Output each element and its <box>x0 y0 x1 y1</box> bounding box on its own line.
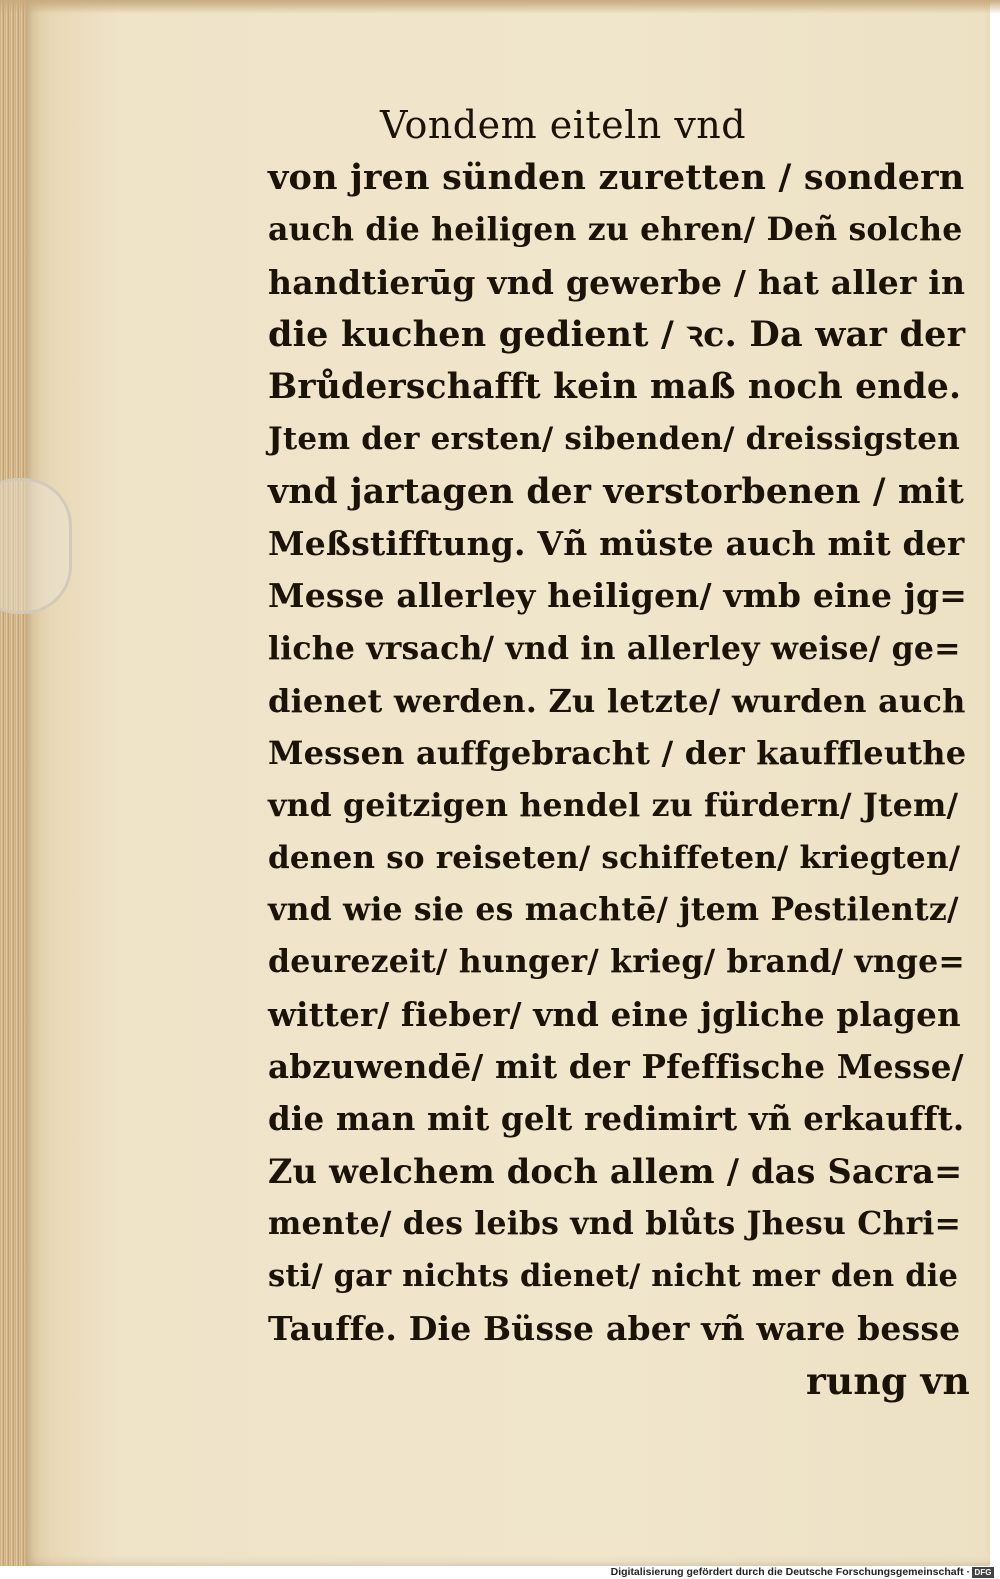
text-line: Brůderschafft kein maß noch ende. <box>268 367 962 408</box>
footer-bar <box>0 1566 1000 1579</box>
text-line: die man mit gelt redimirt vñ erkaufft. <box>268 1099 965 1139</box>
dfg-logo: DFG <box>972 1567 994 1578</box>
text-line: sti/ gar nichts dienet/ nicht mer den die <box>268 1258 959 1295</box>
text-line: Messe allerley heiligen/ vmb eine jg= <box>268 576 968 616</box>
text-line: vnd wie sie es machtē/ jtem Pestilentz/ <box>268 891 959 929</box>
running-head: Vondem eiteln vnd <box>380 103 747 147</box>
text-line: dienet werden. Zu letzte/ wurden auch <box>268 681 966 720</box>
page-edges <box>0 0 26 1566</box>
text-line: auch die heiligen zu ehren/ Deñ solche <box>268 211 963 249</box>
catchword: rung vn <box>805 1358 970 1403</box>
page-clip <box>0 478 72 614</box>
footer-credit: Digitalisierung gefördert durch die Deutsche Forschungsgemeinschaft · <box>610 1566 970 1578</box>
text-line: Tauffe. Die Büsse aber vñ ware besse <box>268 1308 961 1348</box>
text-line: Zu welchem doch allem / das Sacra= <box>268 1151 963 1191</box>
text-line: von jren sünden zuretten / sondern <box>268 157 965 198</box>
body-lines <box>268 152 974 1355</box>
text-line: deurezeit/ hunger/ krieg/ brand/ vnge= <box>268 943 965 981</box>
text-line: liche vrsach/ vnd in allerley weise/ ge= <box>268 629 961 667</box>
text-line: denen so reiseten/ schiffeten/ kriegten/ <box>268 839 961 876</box>
text-line: handtierūg vnd gewerbe / hat aller in <box>268 262 966 302</box>
text-line: witter/ fieber/ vnd eine jgliche plagen <box>268 994 961 1034</box>
text-line: vnd jartagen der verstorbenen / mit <box>268 471 965 512</box>
text-line: mente/ des leibs vnd blůts Jhesu Chri= <box>268 1204 962 1242</box>
text-line: abzuwendē/ mit der Pfeffische Messe/ <box>268 1047 964 1087</box>
text-line: vnd geitzigen hendel zu fürdern/ Jtem/ <box>268 786 959 824</box>
text-line: Meßstifftung. Vñ müste auch mit der <box>268 524 965 564</box>
text-line: Jtem der ersten/ sibenden/ dreissigsten <box>268 421 960 458</box>
text-block <box>268 100 974 1407</box>
page-top-shadow <box>0 0 1000 14</box>
text-line: Messen auffgebracht / der kauffleuthe <box>268 734 967 773</box>
text-line: die kuchen gedient / ꝛc. Da war der <box>268 313 966 355</box>
